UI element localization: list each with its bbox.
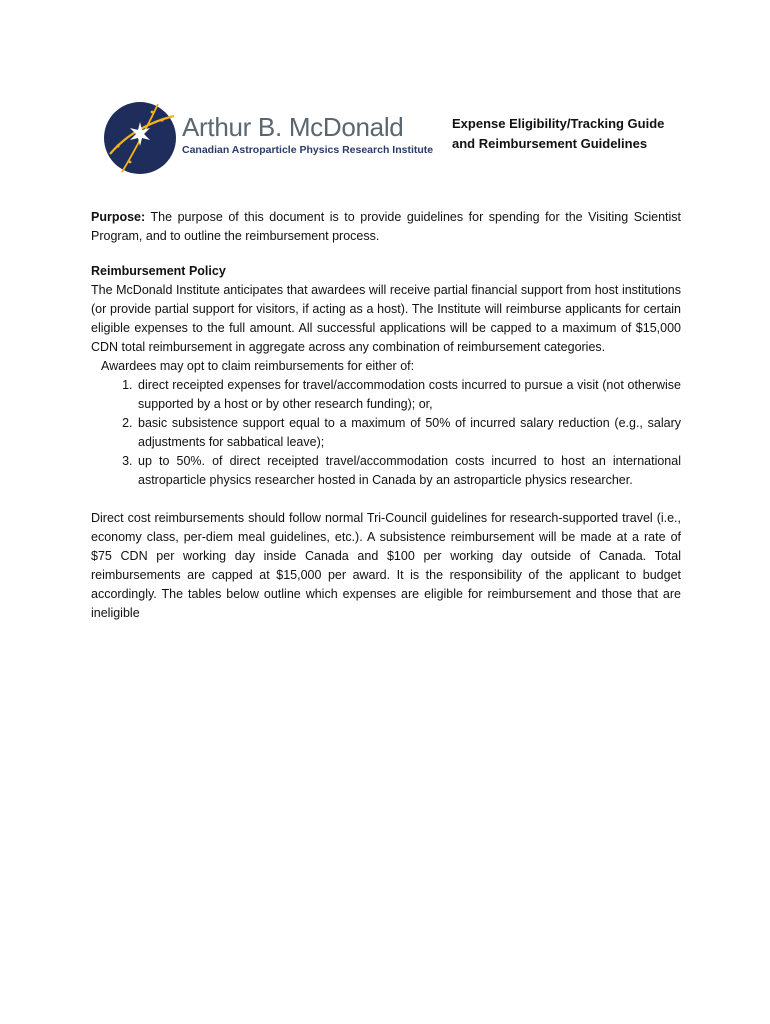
direct-costs-paragraph: Direct cost reimbursements should follow normal Tri-Council guidelines for research-supported travel (i.e., economy class, per-diem meal guidelines, etc.). A subsistence reimbursement will be made at a rate of $75 CDN per working day inside Canada and $100 per working day outside of Canada. Total reimbursements are capped at $15,000 per award. It is the responsibility of the applicant to budget accordingly. The tables below outline which expenses are eligible for reimbursement and those that are ineligible [91, 511, 681, 620]
list-item: 2. basic subsistence support equal to a maximum of 50% of incurred salary reduction (e.g., salary adjustments for sabbatical leave); [136, 414, 681, 452]
list-item: 1. direct receipted expenses for travel/accommodation costs incurred to pursue a visit (not otherwise supported by a host or by other research funding); or, [136, 376, 681, 414]
title-line-2: and Reimbursement Guidelines [452, 136, 648, 151]
institute-logo [100, 98, 440, 188]
policy-intro: Awardees may opt to claim reimbursements for either of: [101, 359, 415, 373]
title-line-1: Expense Eligibility/Tracking Guide [452, 116, 665, 131]
logo-subtitle: Canadian Astroparticle Physics Research Institute [182, 144, 434, 156]
logo-name: Arthur B. McDonald [182, 112, 404, 142]
purpose-paragraph [91, 208, 681, 246]
document-body [91, 208, 681, 623]
policy-paragraph: The McDonald Institute anticipates that awardees will receive partial financial support from host institutions (or provide partial support for visitors, if acting as a host). The Institute will reimburse applicants for certain eligible expenses to the full amount. All successful applications will be capped to a maximum of $15,000 CDN total reimbursement in aggregate across any combination of reimbursement categories. [91, 283, 681, 354]
list-item: 3. up to 50%. of direct receipted travel/accommodation costs incurred to host an international astroparticle physics researcher hosted in Canada by an astroparticle physics researcher. [136, 452, 681, 490]
reimbursement-options-list [91, 376, 681, 490]
document-title [452, 114, 692, 154]
purpose-label: Purpose: [91, 210, 146, 224]
logo-emblem-icon [100, 98, 180, 178]
purpose-text: The purpose of this document is to provide guidelines for spending for the Visiting Scientist Program, and to outline the reimbursement process. [91, 210, 681, 243]
policy-heading: Reimbursement Policy [91, 264, 226, 278]
